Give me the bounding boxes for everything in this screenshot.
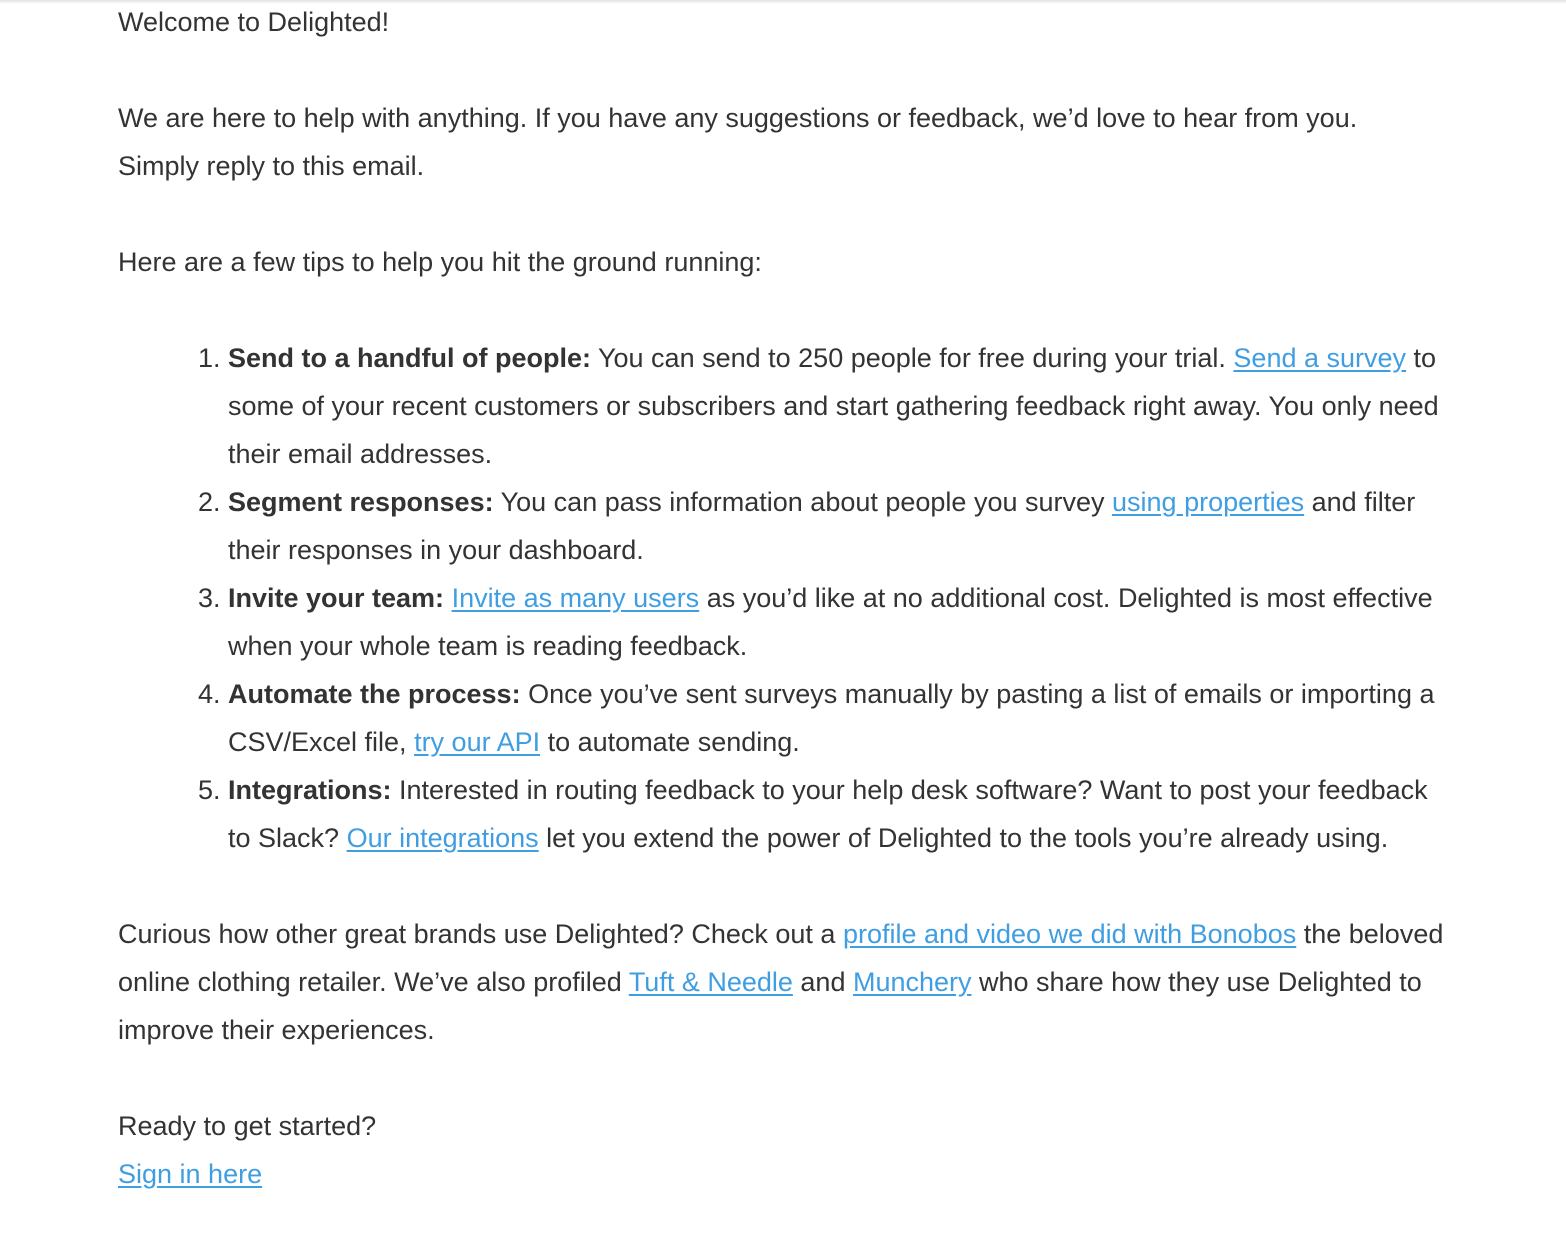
brands-text: Curious how other great brands use Delighted? Check out a — [118, 919, 843, 949]
tip-item-integrations — [228, 766, 1448, 862]
ready-text: Ready to get started? — [118, 1111, 377, 1141]
tips-list — [118, 334, 1448, 862]
integrations-link[interactable]: Our integrations — [346, 823, 539, 853]
email-body — [118, 0, 1448, 1198]
tip-text — [444, 583, 452, 613]
tip-title: Invite your team: — [228, 583, 445, 613]
using-properties-link[interactable]: using properties — [1112, 487, 1305, 517]
invite-users-link[interactable]: Invite as many users — [451, 583, 700, 613]
tip-text: and filter their responses in your dashboard. — [228, 487, 1416, 565]
intro-paragraph — [118, 94, 1448, 190]
brands-text: who share how they use Delighted to improve their experiences. — [118, 967, 1422, 1045]
tip-text: let you extend the power of Delighted to the tools you’re already using. — [538, 823, 1389, 853]
tuft-needle-link[interactable]: Tuft & Needle — [628, 967, 793, 997]
tip-item-segment — [228, 478, 1448, 574]
tip-item-invite — [228, 574, 1448, 670]
tip-title: Send to a handful of people: — [228, 343, 591, 373]
intro-line-2: Simply reply to this email. — [118, 151, 425, 181]
tip-text: to some of your recent customers or subscribers and start gathering feedback right away. You only need their email addresses. — [228, 343, 1439, 469]
intro-line-1: We are here to help with anything. If you have any suggestions or feedback, we’d love to hear from you. — [118, 103, 1358, 133]
tip-text: Interested in routing feedback to your help desk software? Want to post your feedback to Slack? — [228, 775, 1428, 853]
tip-title: Automate the process: — [228, 679, 521, 709]
try-api-link[interactable]: try our API — [414, 727, 541, 757]
tip-text: You can pass information about people you survey — [493, 487, 1113, 517]
tip-item-send — [228, 334, 1448, 478]
tip-title: Integrations: — [228, 775, 392, 805]
brands-text: and — [792, 967, 853, 997]
sign-in-link[interactable]: Sign in here — [118, 1159, 263, 1189]
tip-text: to automate sending. — [540, 727, 800, 757]
munchery-link[interactable]: Munchery — [852, 967, 972, 997]
send-survey-link[interactable]: Send a survey — [1233, 343, 1407, 373]
tip-text: as you’d like at no additional cost. Delighted is most effective when your whole team is reading feedback. — [228, 583, 1433, 661]
brands-paragraph — [118, 910, 1448, 1054]
tip-item-automate — [228, 670, 1448, 766]
greeting: Welcome to Delighted! — [118, 7, 390, 37]
tip-title: Segment responses: — [228, 487, 494, 517]
tip-text: Once you’ve sent surveys manually by pasting a list of emails or importing a CSV/Excel file, — [228, 679, 1435, 757]
bonobos-profile-link[interactable]: profile and video we did with Bonobos — [842, 919, 1297, 949]
tips-intro: Here are a few tips to help you hit the ground running: — [118, 247, 762, 277]
brands-text: the beloved online clothing retailer. We’ve also profiled — [118, 919, 1444, 997]
tip-text: You can send to 250 people for free during your trial. — [590, 343, 1234, 373]
